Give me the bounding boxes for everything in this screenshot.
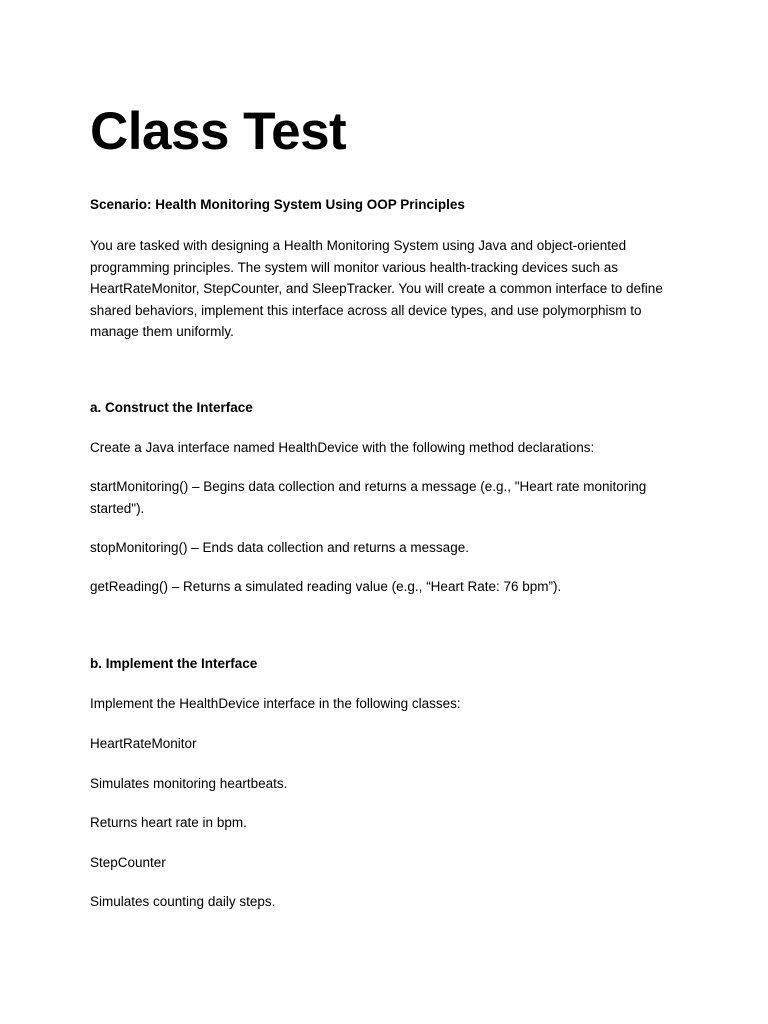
- class-heart-rate-monitor: HeartRateMonitor: [90, 736, 197, 751]
- class-step-counter: StepCounter: [90, 855, 166, 870]
- method-get-reading: getReading() – Returns a simulated reading value (e.g., “Heart Rate: 76 bpm”).: [90, 579, 562, 594]
- section-b-heading: b. Implement the Interface: [90, 656, 258, 671]
- scenario-heading: Scenario: Health Monitoring System Using OOP Principles: [90, 197, 465, 212]
- section-a-heading: a. Construct the Interface: [90, 400, 253, 415]
- intro-paragraph: You are tasked with designing a Health Monitoring System using Java and object-oriented programming principles. The system will monitor various health-tracking devices such as HeartRateMonitor, StepCounter, and SleepTracker. You will create a common interface to define shared behaviors, implement this interface across all device types, and use polymorphism to manage them uniformly.: [90, 238, 663, 339]
- document-title: Class Test: [90, 102, 347, 161]
- method-start-monitoring: startMonitoring() – Begins data collection and returns a message (e.g., "Heart rate monitoring started").: [90, 479, 647, 516]
- method-stop-monitoring: stopMonitoring() – Ends data collection and returns a message.: [90, 540, 469, 555]
- heart-rate-detail-1: Simulates monitoring heartbeats.: [90, 776, 288, 791]
- section-a-intro: Create a Java interface named HealthDevice with the following method declarations:: [90, 440, 595, 455]
- heart-rate-detail-2: Returns heart rate in bpm.: [90, 815, 247, 830]
- section-b-intro: Implement the HealthDevice interface in the following classes:: [90, 696, 461, 711]
- step-counter-detail-1: Simulates counting daily steps.: [90, 894, 276, 909]
